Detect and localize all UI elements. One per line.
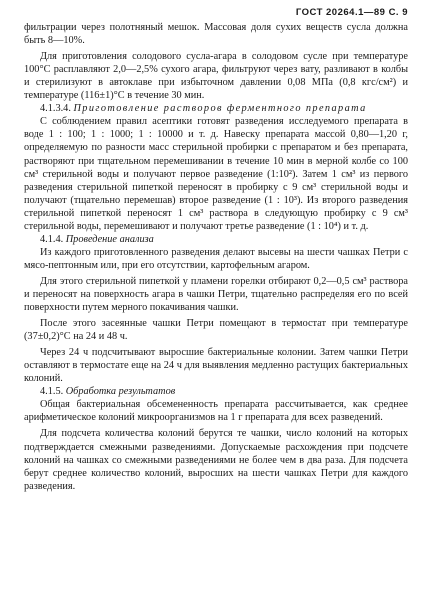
paragraph-counting-24h: Через 24 ч подсчитывают выросшие бактериальные колонии. Затем чашки Петри оставляют в термостате еще на 24 ч для выявления медленно растущих бактериальных колоний. bbox=[24, 347, 408, 385]
section-heading-4-1-5 bbox=[24, 385, 408, 398]
section-number: 4.1.5. bbox=[40, 386, 64, 398]
paragraph-sieve-filtration: фильтрации через полотняный мешок. Массовая доля сухих веществ сусла должна быть 8—10%. bbox=[24, 22, 408, 47]
document-page bbox=[24, 6, 408, 493]
paragraph-seeding: Из каждого приготовленного разведения делают высевы на шести чашках Петри с мясо-пептонным или, при его отсутствии, картофельным агаром. bbox=[24, 246, 408, 271]
paragraph-thermostat: После этого засеянные чашки Петри помещают в термостат при температуре (37±0,2)°С на 24 и 48 ч. bbox=[24, 318, 408, 343]
paragraph-contamination: Общая бактериальная обсемененность препарата рассчитывается, как среднее арифметическое колоний микроорганизмов на 1 г препарата для всех разведений. bbox=[24, 399, 408, 424]
paragraph-colony-count: Для подсчета количества колоний берутся те чашки, число колоний на которых подтверждается смежными разведениями. Допускаемые расхождения при подсчете колоний на чашках со смежными разведениями не более чем в два раза. Для подсчета берут среднее количество колоний, выросших на шести чашках Петри для каждого разведения. bbox=[24, 428, 408, 492]
section-title: Приготовление растворов ферментного препарата bbox=[73, 103, 367, 115]
section-heading-4-1-4 bbox=[24, 233, 408, 246]
paragraph-dilutions: С соблюдением правил асептики готовят разведения исследуемого препарата в воде 1 : 100; 1 : 1000; 1 : 10000 и т. д. Навеску препарата массой 0,80—1,20 г, определяемую по разности масс стерильной пробирки с препаратом и без препарата, растворяют при тщательном перемешивании в течение 10 мин в мерной колбе со 100 см³ стерильной воды и получают первое разведение (1:10²). Затем 1 см³ из первого разведения стерильной пипеткой переносят в пробирку с 9 см³ стерильной воды и получают (тщательно перемешав) второе разведение (1 : 10³). Из второго разведения стерильной пипеткой переносят 1 см³ раствора в следующую пробирку с 9 см³ стерильной воды, перемешивают и получают третье разведение (1 : 10⁴) и т. д. bbox=[24, 116, 408, 232]
section-title: Обработка результатов bbox=[65, 386, 176, 398]
section-number: 4.1.3.4. bbox=[40, 103, 71, 115]
section-number: 4.1.4. bbox=[40, 233, 64, 245]
paragraph-pipette: Для этого стерильной пипеткой у пламени горелки отбирают 0,2—0,5 см³ раствора и переносят на поверхность агара в чашки Петри, тщательно распределяя его по всей поверхности путем мерного покачивания чашки. bbox=[24, 275, 408, 314]
paragraph-malt-agar: Для приготовления солодового сусла-агара в солодовом сусле при температуре 100°С расплавляют 2,0—2,5% сухого агара, фильтруют через вату, разливают в колбы и стерилизуют в автоклаве при избыточном давлении 0,08 МПа (0,8 кгс/см²) и температуре (116±1)°С в течение 30 мин. bbox=[24, 51, 408, 102]
page-header: ГОСТ 20264.1—89 С. 9 bbox=[295, 7, 408, 18]
section-heading-4-1-3-4 bbox=[24, 102, 408, 115]
section-title: Проведение анализа bbox=[65, 233, 154, 245]
